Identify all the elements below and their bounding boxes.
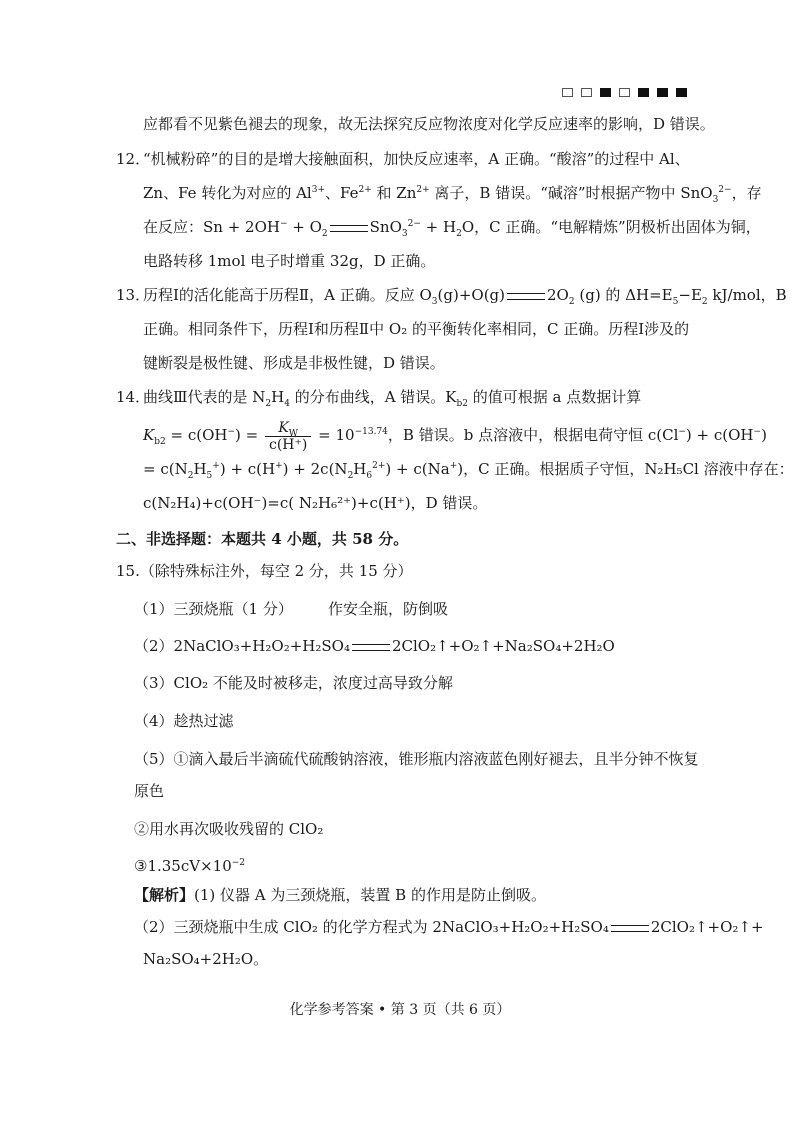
mark-filled — [638, 88, 649, 97]
answer-line: （5）①滴入最后半滴硫代硫酸钠溶液，锥形瓶内溶液蓝色刚好褪去，且半分钟不恢复 — [134, 750, 699, 768]
question-number: 12． — [116, 150, 151, 168]
answer-line: 作安全瓶，防倒吸 — [328, 600, 449, 618]
answer-line: （1）三颈烧瓶（1 分） — [134, 600, 293, 618]
answer-line: （2）2NaClO₃+H₂O₂+H₂SO₄ 2ClO₂↑+O₂↑+Na₂SO₄+2H₂O — [134, 637, 615, 655]
text-line: “机械粉碎”的目的是增大接触面积，加快反应速率，A 正确。“酸溶”的过程中 Al、 — [143, 150, 690, 168]
formula-line: $K_{b2} = c(OH^-)$ = $\frac{K_W}{c(H^+)}$ = $10^{-13.74}$，B 错误。b 点溶液中，根据电荷守恒 c(Cl−) + c(OH−) — [143, 419, 767, 453]
section-heading: 二、非选择题：本题共 4 小题，共 58 分。 — [116, 530, 409, 548]
text-line: 曲线Ⅲ代表的是 $N_2H_4$ 的分布曲线，A 错误。$K_{b2}$ 的值可根据 a 点数据计算 — [143, 388, 642, 409]
text-line: c(N₂H₄)+c(OH⁻)=c( N₂H₆²⁺)+c(H⁺)，D 错误。 — [143, 494, 488, 512]
text-line: 历程Ⅰ的活化能高于历程Ⅱ，A 正确。反应 $O_3(g)+O(g)$ $2O_2$ (g) 的 $\Delta H=E_5-E_2$ kJ/mol，B — [143, 286, 787, 307]
page-marks — [562, 88, 687, 97]
text-line: 正确。相同条件下，历程Ⅰ和历程Ⅱ中 O₂ 的平衡转化率相同，C 正确。历程Ⅰ涉及的 — [143, 320, 690, 338]
equals-sign — [330, 225, 368, 232]
equals-sign — [352, 644, 390, 651]
answer-line: （4）趁热过滤 — [134, 712, 234, 730]
question-number: 14． — [116, 388, 151, 406]
fraction: $\frac{K_W}{c(H^+)}$ — [265, 420, 311, 453]
page-footer: 化学参考答案 • 第 3 页（共 6 页） — [289, 1002, 511, 1018]
mark-filled — [657, 88, 668, 97]
text-line: 电路转移 1mol 电子时增重 32g，D 正确。 — [143, 252, 436, 270]
analysis-line: （2）三颈烧瓶中生成 ClO₂ 的化学方程式为 2NaClO₃+H₂O₂+H₂SO₄ 2ClO₂↑+O₂↑+ — [134, 918, 764, 936]
answer-line: （3）ClO₂ 不能及时被移走，浓度过高导致分解 — [134, 674, 453, 692]
answer-line: ②用水再次吸收残留的 ClO₂ — [134, 820, 324, 838]
text-line: 键断裂是极性键、形成是非极性键，D 错误。 — [143, 354, 445, 372]
answer-line: 原色 — [134, 782, 165, 800]
analysis-line: Na₂SO₄+2H₂O。 — [143, 950, 269, 968]
formula-line: = $c(N_2H_5^+) + c(H^+) + 2c(N_2H_6^{2+}) + c(Na^+)$，C 正确。根据质子守恒，N₂H₅Cl 溶液中存在： — [143, 460, 794, 481]
analysis-label: 【解析】 — [134, 886, 195, 904]
text-line: 应都看不见紫色褪去的现象，故无法探究反应物浓度对化学反应速率的影响，D 错误。 — [143, 115, 715, 133]
equals-sign — [611, 925, 649, 932]
analysis-line: 【解析】(1) 仪器 A 为三颈烧瓶，装置 B 的作用是防止倒吸。 — [134, 886, 546, 904]
answer-line: $③1.35cV\times 10^{-2}$ — [134, 857, 246, 875]
mark-filled — [676, 88, 687, 97]
text-line: Zn、Fe 转化为对应的 $Al^{3+}$、$Fe^{2+}$ 和 $Zn^{2+}$ 离子，B 错误。“碱溶”时根据产物中 SnO$_3^{2-}$，存 — [143, 184, 762, 205]
question-number: 13． — [116, 286, 151, 304]
mark-empty — [562, 88, 573, 97]
mark-empty — [619, 88, 630, 97]
question-header: 15.（除特殊标注外，每空 2 分，共 15 分） — [116, 562, 413, 580]
equals-sign — [507, 293, 545, 300]
mark-empty — [581, 88, 592, 97]
text-line: 在反应：$Sn + 2OH^- + O_2$ $SnO_3^{2-} + H_2O$，C 正确。“电解精炼”阴极析出固体为铜， — [143, 218, 761, 239]
mark-filled — [600, 88, 611, 97]
